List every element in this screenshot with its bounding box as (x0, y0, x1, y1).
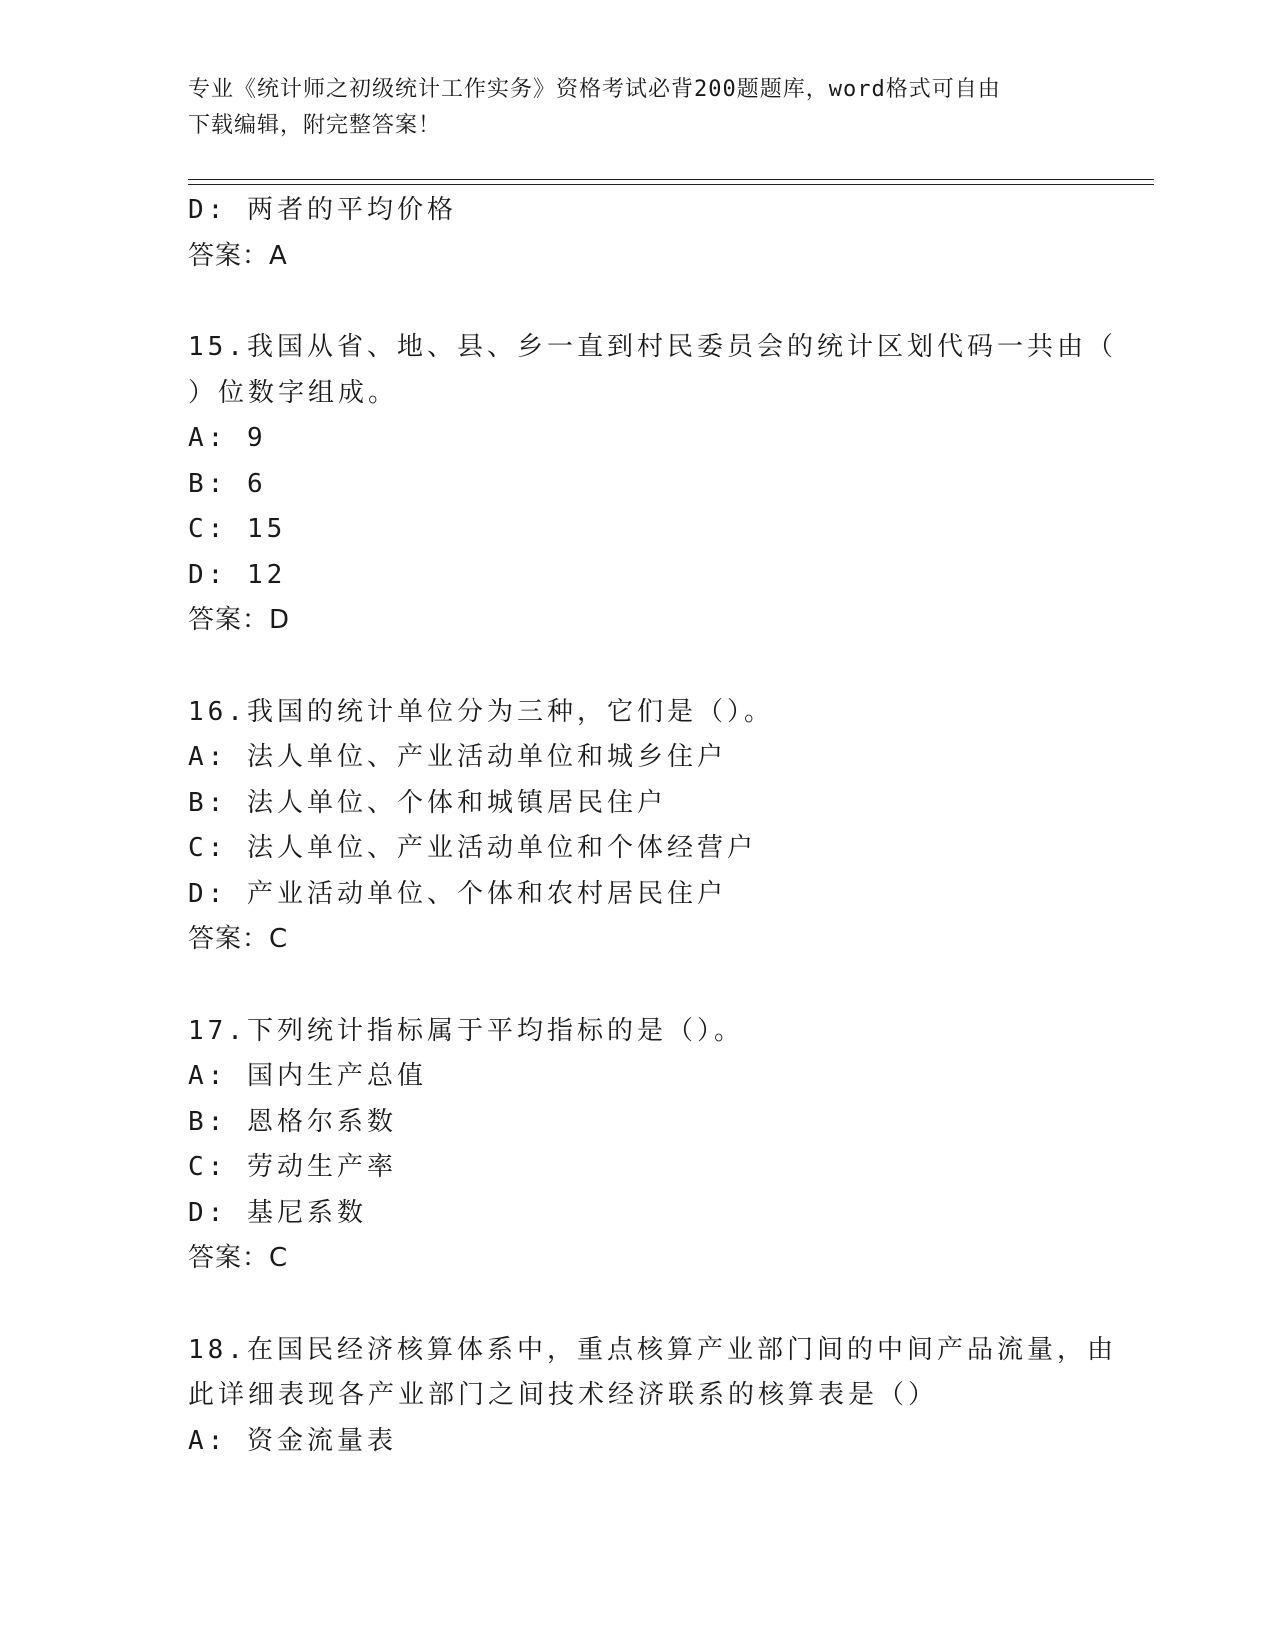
q15-option-b: B: 6 (188, 468, 267, 499)
q17-option-a: A: 国内生产总值 (188, 1061, 427, 1091)
question-18 (188, 1328, 1117, 1465)
q17-stem: 17.下列统计指标属于平均指标的是（）。 (188, 1015, 744, 1046)
q16-option-b: B: 法人单位、个体和城镇居民住户 (188, 787, 667, 818)
q17-answer: 答案：C (188, 1243, 289, 1273)
q15-option-d: D: 12 (188, 559, 287, 590)
q15-answer: 答案：D (188, 605, 291, 635)
q16-answer: 答案：C (188, 924, 289, 954)
q14-answer: 答案：A (188, 240, 288, 271)
question-list (188, 188, 1117, 1464)
header-line-1: 专业《统计师之初级统计工作实务》资格考试必背200题题库，word格式可自由 (188, 77, 1001, 102)
q16-option-a: A: 法人单位、产业活动单位和城乡住户 (188, 742, 727, 772)
document-header (188, 72, 1068, 144)
question-16 (188, 690, 1088, 963)
q15-option-c: C: 15 (188, 514, 287, 544)
q15-option-a: A: 9 (188, 423, 267, 453)
q18-stem-line-1: 18.在国民经济核算体系中，重点核算产业部门间的中间产品流量，由 (188, 1334, 1117, 1365)
q17-option-b: B: 恩格尔系数 (188, 1106, 397, 1137)
question-17 (188, 1009, 1088, 1282)
q16-option-d: D: 产业活动单位、个体和农村居民住户 (188, 878, 727, 909)
q18-option-a: A: 资金流量表 (188, 1425, 397, 1456)
q18-stem-line-2: 此详细表现各产业部门之间技术经济联系的核算表是（） (188, 1380, 939, 1410)
q14-option-d: D: 两者的平均价格 (188, 195, 457, 225)
header-line-2: 下载编辑，附完整答案！ (188, 113, 442, 138)
q15-stem-line-2: ）位数字组成。 (188, 377, 399, 408)
question-15 (188, 325, 1117, 644)
q17-option-c: C: 劳动生产率 (188, 1152, 397, 1182)
q15-stem-line-1: 15.我国从省、地、县、乡一直到村民委员会的统计区划代码一共由（ (188, 332, 1117, 362)
q17-option-d: D: 基尼系数 (188, 1197, 367, 1228)
q16-stem: 16.我国的统计单位分为三种，它们是（）。 (188, 696, 774, 727)
header-rule-bottom (188, 184, 1154, 185)
q16-option-c: C: 法人单位、产业活动单位和个体经营户 (188, 833, 757, 863)
header-rule-top (188, 179, 1154, 180)
